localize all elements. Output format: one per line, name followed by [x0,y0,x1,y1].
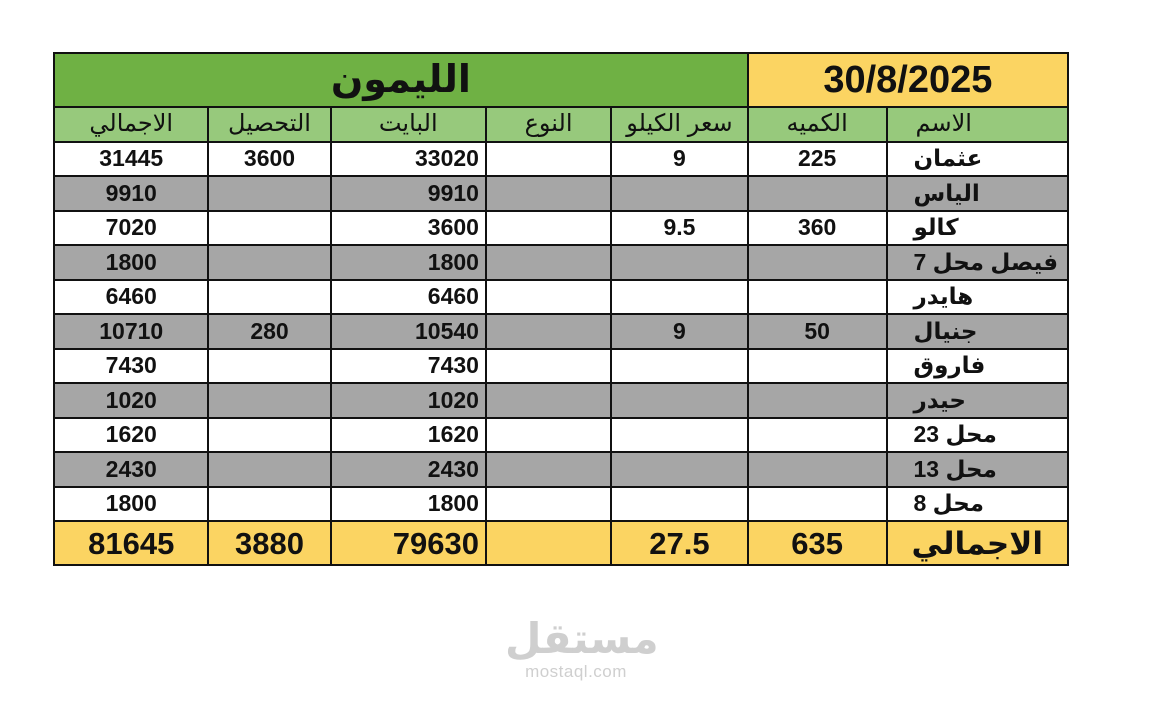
cell-price-per-kg[interactable] [611,487,748,522]
watermark-logo: مستقل [505,615,659,662]
cell-bayt[interactable]: 7430 [331,349,486,384]
watermark [505,615,659,682]
cell-total[interactable]: 7430 [54,349,208,384]
header-collection[interactable]: التحصيل [208,107,330,142]
cell-total[interactable]: 31445 [54,142,208,177]
cell-type[interactable] [486,245,611,280]
cell-collection[interactable] [208,280,330,315]
cell-name[interactable]: محل 23 [887,418,1069,453]
header-bayt[interactable]: البايت [331,107,486,142]
cell-bayt[interactable]: 1800 [331,245,486,280]
sheet-title[interactable]: الليمون [54,53,748,107]
cell-bayt[interactable]: 9910 [331,176,486,211]
cell-collection[interactable] [208,487,330,522]
cell-quantity[interactable] [748,280,887,315]
cell-total[interactable]: 1800 [54,245,208,280]
cell-quantity[interactable] [748,383,887,418]
cell-total[interactable]: 7020 [54,211,208,246]
cell-collection[interactable]: 280 [208,314,330,349]
cell-name[interactable]: محل 13 [887,452,1069,487]
cell-type[interactable] [486,314,611,349]
cell-type[interactable] [486,176,611,211]
cell-quantity[interactable] [748,452,887,487]
cell-type[interactable] [486,452,611,487]
cell-total[interactable]: 9910 [54,176,208,211]
table-row [54,176,1068,211]
cell-name[interactable]: فاروق [887,349,1069,384]
totals-row [54,521,1068,565]
table-row [54,245,1068,280]
cell-collection[interactable] [208,245,330,280]
cell-bayt[interactable]: 33020 [331,142,486,177]
cell-price-per-kg[interactable] [611,280,748,315]
cell-collection[interactable] [208,383,330,418]
cell-price-per-kg[interactable] [611,176,748,211]
total-type[interactable] [486,521,611,565]
total-name[interactable]: الاجمالي [887,521,1069,565]
cell-name[interactable]: جنيال [887,314,1069,349]
cell-quantity[interactable] [748,349,887,384]
table-row [54,418,1068,453]
title-row [54,53,1068,107]
cell-collection[interactable]: 3600 [208,142,330,177]
cell-quantity[interactable]: 225 [748,142,887,177]
cell-collection[interactable] [208,452,330,487]
header-type[interactable]: النوع [486,107,611,142]
table-row [54,349,1068,384]
cell-bayt[interactable]: 1020 [331,383,486,418]
cell-bayt[interactable]: 10540 [331,314,486,349]
cell-name[interactable]: عثمان [887,142,1069,177]
cell-price-per-kg[interactable]: 9 [611,142,748,177]
cell-price-per-kg[interactable] [611,383,748,418]
cell-quantity[interactable] [748,176,887,211]
cell-type[interactable] [486,211,611,246]
cell-bayt[interactable]: 3600 [331,211,486,246]
cell-price-per-kg[interactable] [611,245,748,280]
cell-quantity[interactable]: 360 [748,211,887,246]
cell-name[interactable]: كالو [887,211,1069,246]
cell-bayt[interactable]: 2430 [331,452,486,487]
cell-bayt[interactable]: 1800 [331,487,486,522]
cell-type[interactable] [486,418,611,453]
total-quantity[interactable]: 635 [748,521,887,565]
cell-bayt[interactable]: 6460 [331,280,486,315]
table-row [54,452,1068,487]
total-price-per-kg[interactable]: 27.5 [611,521,748,565]
cell-price-per-kg[interactable] [611,349,748,384]
cell-total[interactable]: 1620 [54,418,208,453]
cell-type[interactable] [486,280,611,315]
cell-price-per-kg[interactable]: 9 [611,314,748,349]
table-row [54,142,1068,177]
cell-quantity[interactable] [748,418,887,453]
header-price-per-kg[interactable]: سعر الكيلو [611,107,748,142]
lemon-ledger-table [53,52,1069,566]
cell-type[interactable] [486,383,611,418]
header-row [54,107,1068,142]
header-total[interactable]: الاجمالي [54,107,208,142]
cell-type[interactable] [486,349,611,384]
cell-total[interactable]: 2430 [54,452,208,487]
cell-name[interactable]: فيصل محل 7 [887,245,1069,280]
total-collection[interactable]: 3880 [208,521,330,565]
cell-name[interactable]: الياس [887,176,1069,211]
cell-type[interactable] [486,142,611,177]
table-row [54,383,1068,418]
cell-price-per-kg[interactable]: 9.5 [611,211,748,246]
table-row [54,314,1068,349]
header-name[interactable]: الاسم [887,107,1069,142]
cell-collection[interactable] [208,176,330,211]
total-total[interactable]: 81645 [54,521,208,565]
cell-quantity[interactable] [748,487,887,522]
cell-name[interactable]: محل 8 [887,487,1069,522]
cell-name[interactable]: حيدر [887,383,1069,418]
cell-quantity[interactable]: 50 [748,314,887,349]
table-row [54,487,1068,522]
cell-collection[interactable] [208,349,330,384]
watermark-url: mostaql.com [525,662,627,681]
cell-collection[interactable] [208,418,330,453]
cell-name[interactable]: هايدر [887,280,1069,315]
cell-total[interactable]: 1800 [54,487,208,522]
cell-type[interactable] [486,487,611,522]
header-quantity[interactable]: الكميه [748,107,887,142]
cell-total[interactable]: 6460 [54,280,208,315]
cell-price-per-kg[interactable] [611,418,748,453]
cell-quantity[interactable] [748,245,887,280]
cell-collection[interactable] [208,211,330,246]
cell-price-per-kg[interactable] [611,452,748,487]
cell-total[interactable]: 1020 [54,383,208,418]
cell-bayt[interactable]: 1620 [331,418,486,453]
table-row [54,211,1068,246]
total-bayt[interactable]: 79630 [331,521,486,565]
table-row [54,280,1068,315]
cell-total[interactable]: 10710 [54,314,208,349]
sheet-date[interactable]: 30/8/2025 [748,53,1068,107]
